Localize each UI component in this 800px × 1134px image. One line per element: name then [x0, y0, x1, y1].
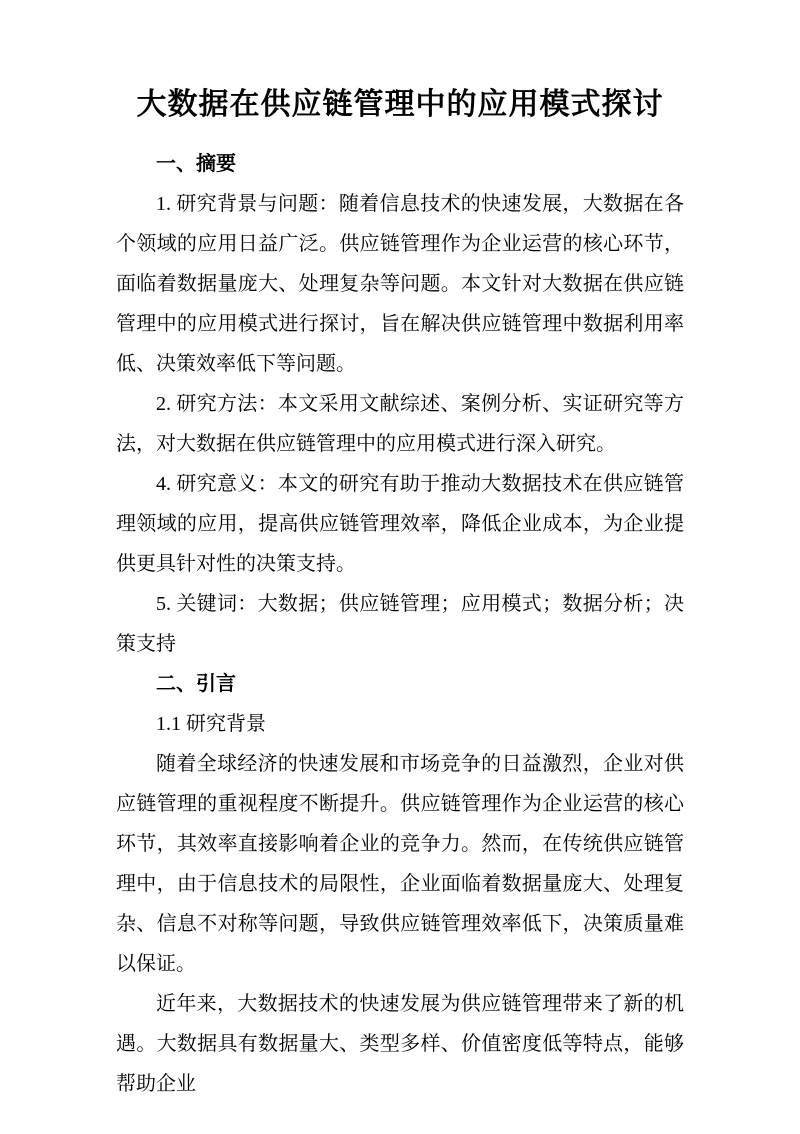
paragraph-abstract-keywords: 5. 关键词：大数据；供应链管理；应用模式；数据分析；决策支持 — [116, 592, 684, 655]
paragraph-intro-2: 近年来，大数据技术的快速发展为供应链管理带来了新的机遇。大数据具有数据量大、类型多样、价值密度低等特点，能够帮助企业 — [116, 992, 684, 1095]
paragraph-abstract-method: 2. 研究方法：本文采用文献综述、案例分析、实证研究等方法，对大数据在供应链管理中的应用模式进行深入研究。 — [116, 392, 684, 455]
paragraph-abstract-significance: 4. 研究意义：本文的研究有助于推动大数据技术在供应链管理领域的应用，提高供应链管理效率，降低企业成本，为企业提供更具针对性的决策支持。 — [116, 472, 684, 575]
section-heading-introduction: 二、引言 — [156, 672, 236, 695]
paragraph-intro-1: 随着全球经济的快速发展和市场竞争的日益激烈，企业对供应链管理的重视程度不断提升。供应链管理作为企业运营的核心环节，其效率直接影响着企业的竞争力。然而，在传统供应链管理中，由于信息技术的局限性，企业面临着数据量庞大、处理复杂、信息不对称等问题，导致供应链管理效率低下，决策质量难以保证。 — [116, 752, 684, 975]
paragraph-abstract-background: 1. 研究背景与问题：随着信息技术的快速发展，大数据在各个领域的应用日益广泛。供应链管理作为企业运营的核心环节，面临着数据量庞大、处理复杂等问题。本文针对大数据在供应链管理中的应用模式进行探讨，旨在解决供应链管理中数据利用率低、决策效率低下等问题。 — [116, 192, 684, 375]
section-heading-abstract: 一、摘要 — [156, 152, 236, 175]
document-title: 大数据在供应链管理中的应用模式探讨 — [136, 88, 664, 121]
subsection-heading-research-background: 1.1 研究背景 — [156, 712, 266, 735]
